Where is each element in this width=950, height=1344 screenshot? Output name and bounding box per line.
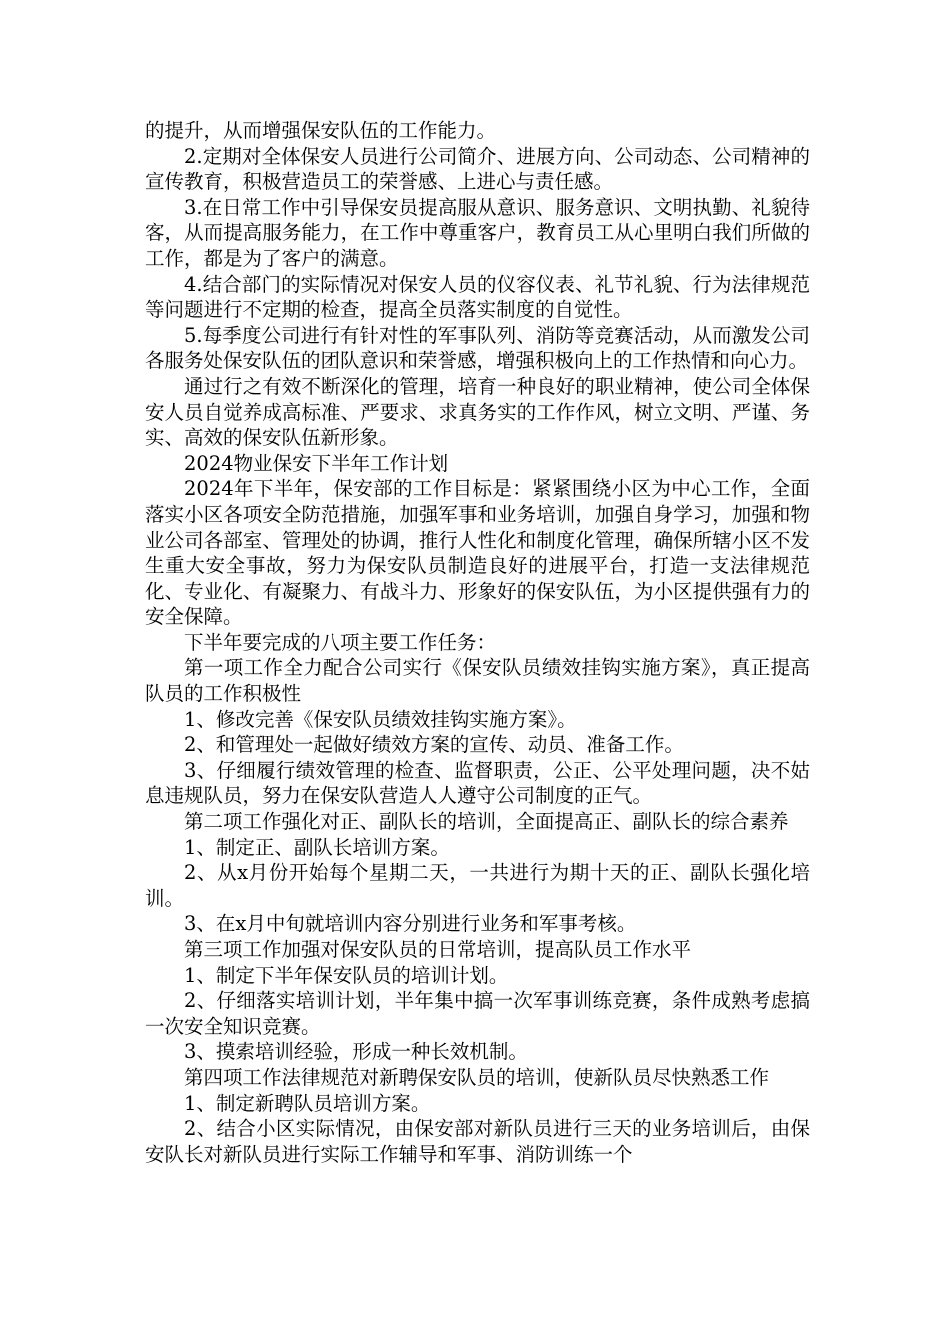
list-item: 2、和管理处一起做好绩效方案的宣传、动员、准备工作。	[184, 733, 684, 757]
task-heading: 第二项工作强化对正、副队长的培训，全面提高正、副队长的综合素养	[184, 810, 789, 834]
section-heading: 2024物业保安下半年工作计划	[184, 451, 449, 475]
list-item: 2、仔细落实培训计划，半年集中搞一次军事训练竞赛，条件成熟考虑搞一次安全知识竞赛。	[145, 989, 810, 1038]
task-heading: 第三项工作加强对保安队员的日常培训，提高队员工作水平	[184, 938, 692, 961]
paragraph: 下半年要完成的八项主要工作任务：	[184, 630, 497, 654]
paragraph: 5.每季度公司进行有针对性的军事队列、消防等竞赛活动，从而激发公司各服务处保安队伍的团队意识和荣誉感，增强积极向上的工作热情和向心力。	[145, 323, 810, 373]
paragraph: 的提升，从而增强保安队伍的工作能力。	[145, 119, 497, 142]
paragraph: 4.结合部门的实际情况对保安人员的仪容仪表、礼节礼貌、行为法律规范等问题进行不定期的检查，提高全员落实制度的自觉性。	[145, 272, 810, 322]
list-item: 2、结合小区实际情况，由保安部对新队员进行三天的业务培训后，由保安队长对新队员进行实际工作辅导和军事、消防训练一个	[145, 1117, 810, 1166]
list-item: 3、摸索培训经验，形成一种长效机制。	[184, 1040, 528, 1064]
list-item: 1、制定下半年保安队员的培训计划。	[184, 963, 509, 987]
paragraph: 2024年下半年，保安部的工作目标是：紧紧围绕小区为中心工作，全面落实小区各项安全防范措施，加强军事和业务培训，加强自身学习，加强和物业公司各部室、管理处的协调，推行人性化和制度化管理，确保所辖小区不发生重大安全事故，努力为保安队员制造良好的进展平台，打造一支法律规范化、专业化、有凝聚力、有战斗力、形象好的保安队伍，为小区提供强有力的安全保障。	[145, 477, 810, 629]
document-page	[145, 118, 810, 1167]
task-heading: 第四项工作法律规范对新聘保安队员的培训，使新队员尽快熟悉工作	[184, 1065, 770, 1089]
paragraph: 2.定期对全体保安人员进行公司简介、进展方向、公司动态、公司精神的宣传教育，积极营造员工的荣誉感、上进心与责任感。	[145, 144, 810, 194]
list-item: 3、仔细履行绩效管理的检查、监督职责，公正、公平处理问题，决不姑息违规队员，努力在保安队营造人人遵守公司制度的正气。	[145, 758, 810, 808]
paragraph: 通过行之有效不断深化的管理，培育一种良好的职业精神，使公司全体保安人员自觉养成高标准、严要求、求真务实的工作作风，树立文明、严谨、务实、高效的保安队伍新形象。	[145, 374, 810, 450]
list-item: 1、修改完善《保安队员绩效挂钩实施方案》。	[184, 707, 577, 731]
list-item: 1、制定正、副队长培训方案。	[184, 835, 450, 859]
task-heading: 第一项工作全力配合公司实行《保安队员绩效挂钩实施方案》，真正提高队员的工作积极性	[145, 656, 810, 706]
list-item: 1、制定新聘队员培训方案。	[184, 1091, 431, 1115]
paragraph: 3.在日常工作中引导保安员提高服从意识、服务意识、文明执勤、礼貌待客，从而提高服务能力，在工作中尊重客户，教育员工从心里明白我们所做的工作，都是为了客户的满意。	[145, 195, 810, 270]
list-item: 3、在x月中旬就培训内容分别进行业务和军事考核。	[184, 912, 637, 936]
list-item: 2、从x月份开始每个星期二天，一共进行为期十天的正、副队长强化培训。	[145, 861, 810, 910]
